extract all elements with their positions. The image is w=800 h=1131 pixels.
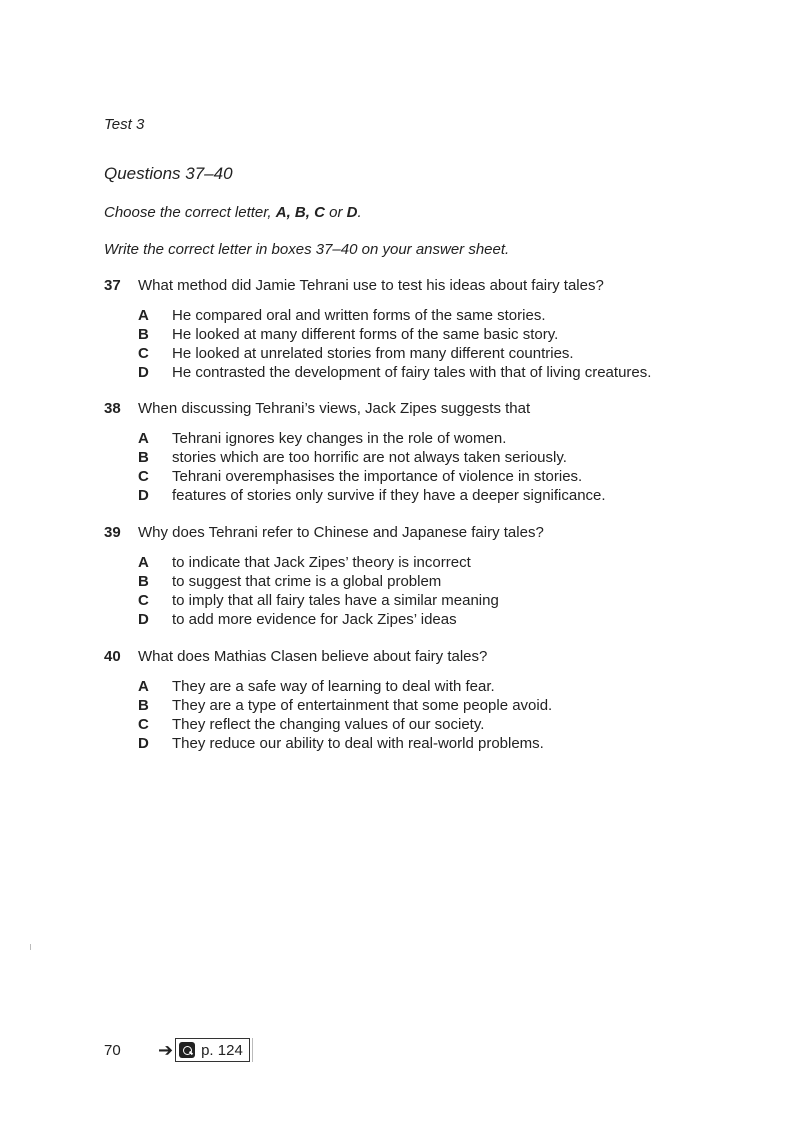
option-d bbox=[138, 611, 764, 630]
options-list bbox=[138, 307, 764, 383]
question-text: Why does Tehrani refer to Chinese and Japanese fairy tales? bbox=[138, 524, 544, 541]
option-text: They reflect the changing values of our society. bbox=[172, 716, 485, 733]
instruction-last-letter: D bbox=[346, 204, 358, 221]
option-d bbox=[138, 487, 764, 506]
option-text: He looked at unrelated stories from many different countries. bbox=[172, 345, 574, 362]
question-text: When discussing Tehrani’s views, Jack Zipes suggests that bbox=[138, 400, 531, 417]
option-text: stories which are too horrific are not always taken seriously. bbox=[172, 449, 567, 466]
option-text: to imply that all fairy tales have a similar meaning bbox=[172, 592, 499, 609]
page-number: 70 bbox=[104, 1041, 121, 1059]
option-c bbox=[138, 345, 764, 364]
question-40 bbox=[104, 648, 764, 754]
option-d bbox=[138, 364, 764, 383]
option-a bbox=[138, 678, 764, 697]
reference-divider bbox=[252, 1038, 253, 1062]
option-text: Tehrani overemphasises the importance of violence in stories. bbox=[172, 468, 583, 485]
options-list bbox=[138, 678, 764, 754]
question-39 bbox=[104, 524, 764, 630]
option-letter: C bbox=[138, 716, 149, 733]
option-letter: A bbox=[138, 307, 149, 324]
option-letter: B bbox=[138, 573, 149, 590]
option-text: He compared oral and written forms of the same stories. bbox=[172, 307, 546, 324]
magnifier-icon bbox=[179, 1042, 195, 1058]
options-list bbox=[138, 554, 764, 630]
option-letter: C bbox=[138, 345, 149, 362]
instruction-choose bbox=[104, 204, 362, 221]
option-text: to suggest that crime is a global problem bbox=[172, 573, 442, 590]
option-letter: D bbox=[138, 611, 149, 628]
option-b bbox=[138, 697, 764, 716]
option-letter: A bbox=[138, 678, 149, 695]
option-letter: B bbox=[138, 449, 149, 466]
option-text: He contrasted the development of fairy tales with that of living creatures. bbox=[172, 364, 652, 381]
arrow-right-icon: ➔ bbox=[158, 1039, 174, 1060]
option-text: Tehrani ignores key changes in the role of women. bbox=[172, 430, 507, 447]
option-letter: D bbox=[138, 735, 149, 752]
question-number: 37 bbox=[104, 277, 121, 294]
option-b bbox=[138, 449, 764, 468]
option-a bbox=[138, 307, 764, 326]
question-number: 38 bbox=[104, 400, 121, 417]
option-b bbox=[138, 573, 764, 592]
option-text: features of stories only survive if they have a deeper significance. bbox=[172, 487, 606, 504]
option-letter: B bbox=[138, 697, 149, 714]
test-label: Test 3 bbox=[104, 116, 145, 133]
option-a bbox=[138, 430, 764, 449]
option-letter: D bbox=[138, 364, 149, 381]
instruction-write: Write the correct letter in boxes 37–40 on your answer sheet. bbox=[104, 241, 510, 258]
option-a bbox=[138, 554, 764, 573]
question-37 bbox=[104, 277, 764, 383]
options-list bbox=[138, 430, 764, 506]
option-letter: A bbox=[138, 430, 149, 447]
option-letter: B bbox=[138, 326, 149, 343]
page-footer bbox=[104, 1038, 253, 1062]
option-text: They are a safe way of learning to deal with fear. bbox=[172, 678, 495, 695]
option-text: He looked at many different forms of the same basic story. bbox=[172, 326, 559, 343]
reference-page: p. 124 bbox=[201, 1041, 243, 1059]
answer-reference bbox=[175, 1038, 250, 1062]
option-text: They reduce our ability to deal with real-world problems. bbox=[172, 735, 544, 752]
option-b bbox=[138, 326, 764, 345]
option-c bbox=[138, 468, 764, 487]
instruction-end: . bbox=[357, 204, 362, 221]
option-text: to indicate that Jack Zipes’ theory is incorrect bbox=[172, 554, 471, 571]
instruction-letters: A, B, C bbox=[275, 204, 325, 221]
option-letter: D bbox=[138, 487, 149, 504]
option-letter: C bbox=[138, 592, 149, 609]
option-c bbox=[138, 592, 764, 611]
instruction-or: or bbox=[324, 204, 347, 221]
option-d bbox=[138, 735, 764, 754]
scan-edge-mark bbox=[30, 944, 31, 950]
option-text: to add more evidence for Jack Zipes’ ideas bbox=[172, 611, 457, 628]
question-38 bbox=[104, 400, 764, 506]
question-text: What method did Jamie Tehrani use to test his ideas about fairy tales? bbox=[138, 277, 604, 294]
instruction-prefix: Choose the correct letter, bbox=[104, 204, 276, 221]
question-number: 39 bbox=[104, 524, 121, 541]
section-title: Questions 37–40 bbox=[104, 164, 233, 183]
option-c bbox=[138, 716, 764, 735]
question-text: What does Mathias Clasen believe about fairy tales? bbox=[138, 648, 488, 665]
option-letter: C bbox=[138, 468, 149, 485]
option-letter: A bbox=[138, 554, 149, 571]
question-number: 40 bbox=[104, 648, 121, 665]
option-text: They are a type of entertainment that some people avoid. bbox=[172, 697, 553, 714]
